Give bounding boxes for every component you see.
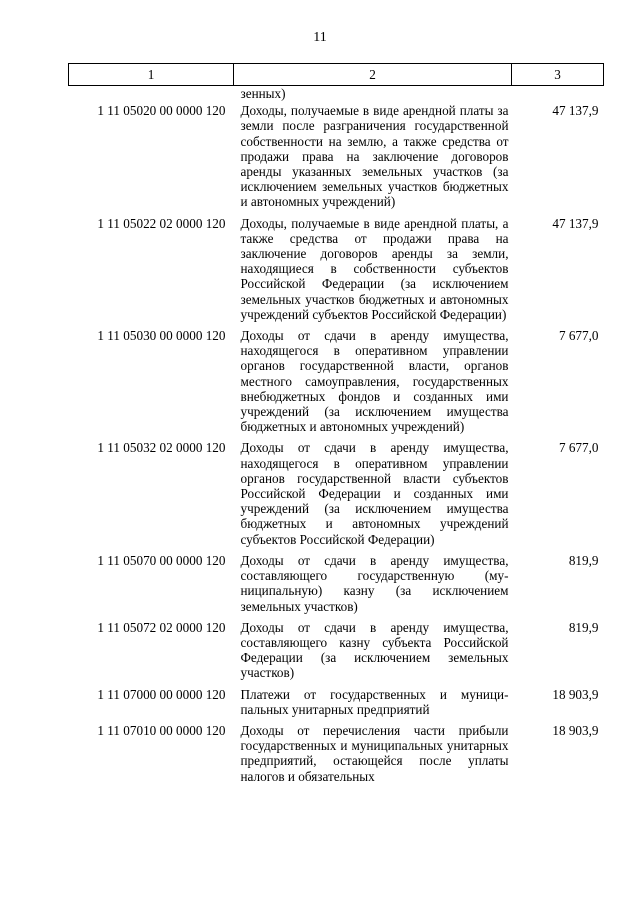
revenue-amount: 18 903,9 xyxy=(552,686,599,702)
table-row xyxy=(69,328,604,440)
revenue-amount: 47 137,9 xyxy=(552,103,599,119)
revenue-code: 1 11 05030 00 0000 120 xyxy=(97,328,226,344)
table-row xyxy=(69,440,604,552)
table-row xyxy=(69,553,604,620)
revenue-amount: 819,9 xyxy=(568,552,599,568)
table-header-row xyxy=(69,64,604,86)
revenue-code: 1 11 05032 02 0000 120 xyxy=(97,440,226,456)
table-row xyxy=(69,687,604,723)
revenue-amount: 819,9 xyxy=(568,619,599,635)
revenue-amount: 7 677,0 xyxy=(558,328,599,344)
revenue-description: Доходы от сдачи в аренду имущества, находящегося в оперативном управлении органов государственной власти, органов местного самоуправления, государственных внебюджетных фондов и созданных ими учреждений (за исключением имущества бюджетных и автономных учреждений) xyxy=(240,328,509,435)
revenue-code: 1 11 05072 02 0000 120 xyxy=(97,619,226,635)
page-number: 11 xyxy=(313,30,327,45)
table-row xyxy=(69,103,604,215)
revenue-amount: 47 137,9 xyxy=(552,215,599,231)
revenue-description: Доходы от перечисления части прибыли государственных и муниципальных унитарных предприятий, остающейся после уплаты налогов и обязательных xyxy=(240,722,509,784)
table-row xyxy=(69,723,604,790)
revenue-description: Доходы от сдачи в аренду имущества, составляющего государственную (муниципальную) казну (за исключением земельных участков) xyxy=(240,552,509,614)
revenue-description: Доходы, получаемые в виде арендной платы, а также средства от продажи права на заключение договоров аренды за земли, находящиеся в собственности субъектов Российской Федерации (за исключением земельных участков бюджетных и автономных учреждений субъектов Российской Федерации) xyxy=(240,215,509,322)
revenue-description: Платежи от государственных и муниципальных унитарных предприятий xyxy=(240,686,509,717)
revenue-code: 1 11 07000 00 0000 120 xyxy=(97,686,226,702)
revenue-amount: 7 677,0 xyxy=(558,440,599,456)
revenue-code: 1 11 05070 00 0000 120 xyxy=(97,552,226,568)
revenue-code: 1 11 05020 00 0000 120 xyxy=(97,103,226,119)
continuation-text: зенных) xyxy=(240,86,286,101)
revenue-code: 1 11 07010 00 0000 120 xyxy=(97,722,226,738)
column-header-amount: 3 xyxy=(512,64,604,86)
revenue-description: Доходы от сдачи в аренду имущества, находящегося в оперативном управлении органов государственной власти субъектов Российской Федерации и созданных ими учреждений (за исключением имущества бюджетных и автономных учреждений субъектов Российской Федерации) xyxy=(240,440,509,547)
revenue-description: Доходы от сдачи в аренду имущества, составляющего казну субъекта Российской Федерации (за исключением земельных участков) xyxy=(240,619,509,681)
revenue-code: 1 11 05022 02 0000 120 xyxy=(97,215,226,231)
table-row xyxy=(69,620,604,687)
revenue-amount: 18 903,9 xyxy=(552,722,599,738)
column-header-description: 2 xyxy=(234,64,512,86)
revenue-table xyxy=(68,63,604,790)
revenue-description: Доходы, получаемые в виде арендной платы за земли после разграничения государственной собственности на землю, а также средства от продажи права на заключение договоров аренды указанных земельных участков (за исключением земельных участков бюджетных и автономных учреждений) xyxy=(240,103,509,210)
table-row xyxy=(69,216,604,328)
column-header-code: 1 xyxy=(69,64,234,86)
table-row-continuation xyxy=(69,86,604,104)
